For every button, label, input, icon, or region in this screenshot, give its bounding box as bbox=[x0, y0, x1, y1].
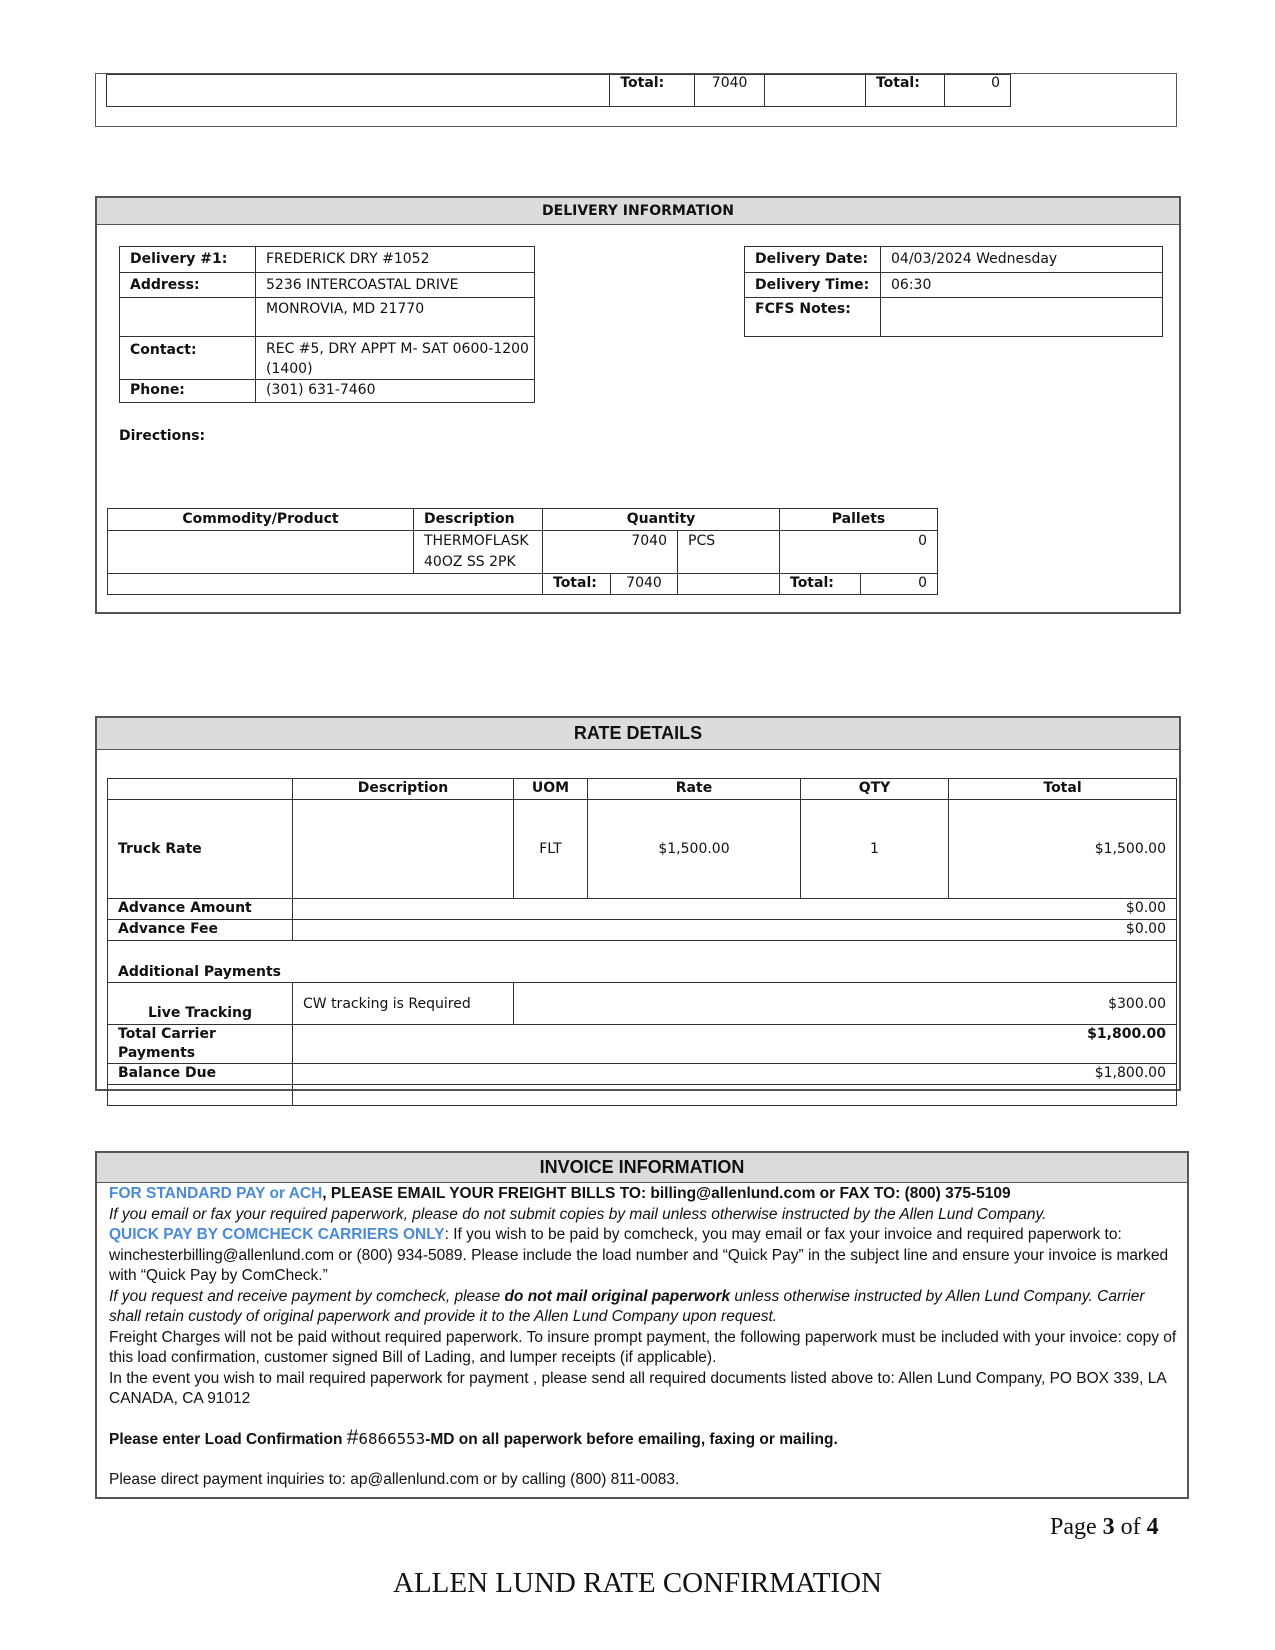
commodity-total-qty: 7040 bbox=[611, 574, 678, 595]
col-rate: Rate bbox=[588, 779, 801, 800]
advance-amount-label: Advance Amount bbox=[108, 899, 293, 920]
invoice-section bbox=[95, 1151, 1189, 1499]
freight-charges-note: Freight Charges will not be paid without required paperwork. To insure prompt payment, the following paperwork must be included with your invoice: copy of this load confirmation, customer signed Bill of Lading, and lumper receipts (if applicable). bbox=[109, 1328, 1177, 1366]
quick-pay-text: : If you wish to be paid by comcheck, you may email or fax your invoice and required paperwork to: winchesterbilling@allenlund.com or (800) 934-5089. Please include the load number and “Quick Pay” in the subject line and ensure your invoice is marked with “Quick Pay by ComCheck.” bbox=[109, 1226, 1169, 1284]
load-number: 6866553 bbox=[358, 1429, 426, 1448]
delivery-time: 06:30 bbox=[881, 273, 1163, 298]
commodity-total-pallets-label: Total: bbox=[780, 574, 861, 595]
commodity-total-pallets: 0 bbox=[861, 574, 938, 595]
comcheck-note: If you request and receive payment by comcheck, please do not mail original paperwork unless otherwise instructed by Allen Lund Company. Carrier shall retain custody of original paperwork and provide it to the Allen Lund Company upon request. bbox=[109, 1287, 1145, 1325]
fcfs-notes-label: FCFS Notes: bbox=[745, 298, 881, 337]
balance-due-label: Balance Due bbox=[108, 1064, 293, 1085]
delivery-date-label: Delivery Date: bbox=[745, 247, 881, 273]
truck-rate: $1,500.00 bbox=[588, 800, 801, 899]
truck-uom: FLT bbox=[514, 800, 588, 899]
truck-rate-label: Truck Rate bbox=[108, 800, 293, 899]
top-totals-section bbox=[95, 73, 1177, 127]
standard-pay-note: If you email or fax your required paperwork, please do not submit copies by mail unless otherwise instructed by the Allen Lund Company. bbox=[109, 1205, 1047, 1223]
live-tracking-description: CW tracking is Required bbox=[293, 983, 514, 1025]
balance-due: $1,800.00 bbox=[293, 1064, 1177, 1085]
delivery-schedule-table bbox=[744, 246, 1163, 337]
do-not-mail-emphasis: do not mail original paperwork bbox=[504, 1287, 731, 1305]
commodity-value bbox=[108, 531, 414, 574]
delivery-header: DELIVERY INFORMATION bbox=[97, 198, 1179, 225]
delivery-no-label: Delivery #1: bbox=[120, 247, 256, 273]
quantity-header: Quantity bbox=[543, 509, 780, 531]
rate-details-header: RATE DETAILS bbox=[97, 718, 1179, 750]
rate-details-section bbox=[95, 716, 1181, 1091]
advance-fee: $0.00 bbox=[293, 920, 1177, 941]
phone-label: Phone: bbox=[120, 380, 256, 403]
col-description: Description bbox=[293, 779, 514, 800]
item-uom: PCS bbox=[678, 531, 780, 574]
commodity-total-label: Total: bbox=[543, 574, 611, 595]
rate-table bbox=[107, 778, 1177, 1106]
phone-value: (301) 631-7460 bbox=[256, 380, 535, 403]
advance-fee-label: Advance Fee bbox=[108, 920, 293, 941]
document-title: ALLEN LUND RATE CONFIRMATION bbox=[393, 1567, 882, 1599]
commodity-table bbox=[107, 508, 938, 595]
address-line-1: 5236 INTERCOASTAL DRIVE bbox=[256, 273, 535, 298]
additional-payments-label: Additional Payments bbox=[108, 941, 1177, 983]
page-number: Page 3 of 4 bbox=[1050, 1514, 1159, 1540]
top-totals-table bbox=[106, 74, 1011, 107]
item-description: THERMOFLASK 40OZ SS 2PK bbox=[414, 531, 543, 574]
address-line-2: MONROVIA, MD 21770 bbox=[256, 298, 535, 337]
contact-label: Contact: bbox=[120, 337, 256, 380]
truck-total: $1,500.00 bbox=[949, 800, 1177, 899]
mail-address-note: In the event you wish to mail required paperwork for payment , please send all required documents listed above to: Allen Lund Company, PO BOX 339, LA CANADA, CA 91012 bbox=[109, 1369, 1166, 1407]
delivery-time-label: Delivery Time: bbox=[745, 273, 881, 298]
truck-qty: 1 bbox=[801, 800, 949, 899]
col-qty: QTY bbox=[801, 779, 949, 800]
quick-pay-line bbox=[109, 1225, 1179, 1287]
item-qty: 7040 bbox=[543, 531, 678, 574]
col-uom: UOM bbox=[514, 779, 588, 800]
load-confirmation-note: Please enter Load Confirmation #6866553-MD on all paperwork before emailing, faxing or mailing. bbox=[109, 1425, 838, 1449]
top-total-pallets-value: 0 bbox=[944, 75, 1011, 107]
invoice-header: INVOICE INFORMATION bbox=[97, 1153, 1187, 1183]
top-total-pallets-label: Total: bbox=[865, 75, 944, 107]
delivery-section bbox=[95, 196, 1181, 614]
total-carrier-payments: $1,800.00 bbox=[293, 1025, 1177, 1064]
description-header: Description bbox=[414, 509, 543, 531]
payment-inquiries: Please direct payment inquiries to: ap@allenlund.com or by calling (800) 811-0083. bbox=[109, 1471, 680, 1488]
standard-pay-label: FOR STANDARD PAY or ACH bbox=[109, 1185, 323, 1202]
delivery-date: 04/03/2024 Wednesday bbox=[881, 247, 1163, 273]
address-label: Address: bbox=[120, 273, 256, 298]
item-pallets: 0 bbox=[780, 531, 938, 574]
live-tracking-label: Live Tracking bbox=[108, 983, 293, 1025]
directions-label: Directions: bbox=[119, 428, 206, 444]
truck-rate-description bbox=[293, 800, 514, 899]
commodity-header: Commodity/Product bbox=[108, 509, 414, 531]
standard-pay-line bbox=[109, 1184, 1179, 1205]
pallets-header: Pallets bbox=[780, 509, 938, 531]
col-total: Total bbox=[949, 779, 1177, 800]
delivery-address-table bbox=[119, 246, 535, 403]
advance-amount: $0.00 bbox=[293, 899, 1177, 920]
contact-value: REC #5, DRY APPT M- SAT 0600-1200 (1400) bbox=[256, 337, 535, 380]
live-tracking-amount: $300.00 bbox=[514, 983, 1177, 1025]
total-carrier-label: Total Carrier Payments bbox=[108, 1025, 293, 1064]
quick-pay-label: QUICK PAY BY COMCHECK CARRIERS ONLY bbox=[109, 1226, 445, 1243]
top-total-qty-label: Total: bbox=[610, 75, 695, 107]
delivery-no: FREDERICK DRY #1052 bbox=[256, 247, 535, 273]
top-total-qty-value: 7040 bbox=[694, 75, 764, 107]
standard-pay-contact: , PLEASE EMAIL YOUR FREIGHT BILLS TO: billing@allenlund.com or FAX TO: (800) 375-5109 bbox=[322, 1185, 1011, 1202]
fcfs-notes bbox=[881, 298, 1163, 337]
